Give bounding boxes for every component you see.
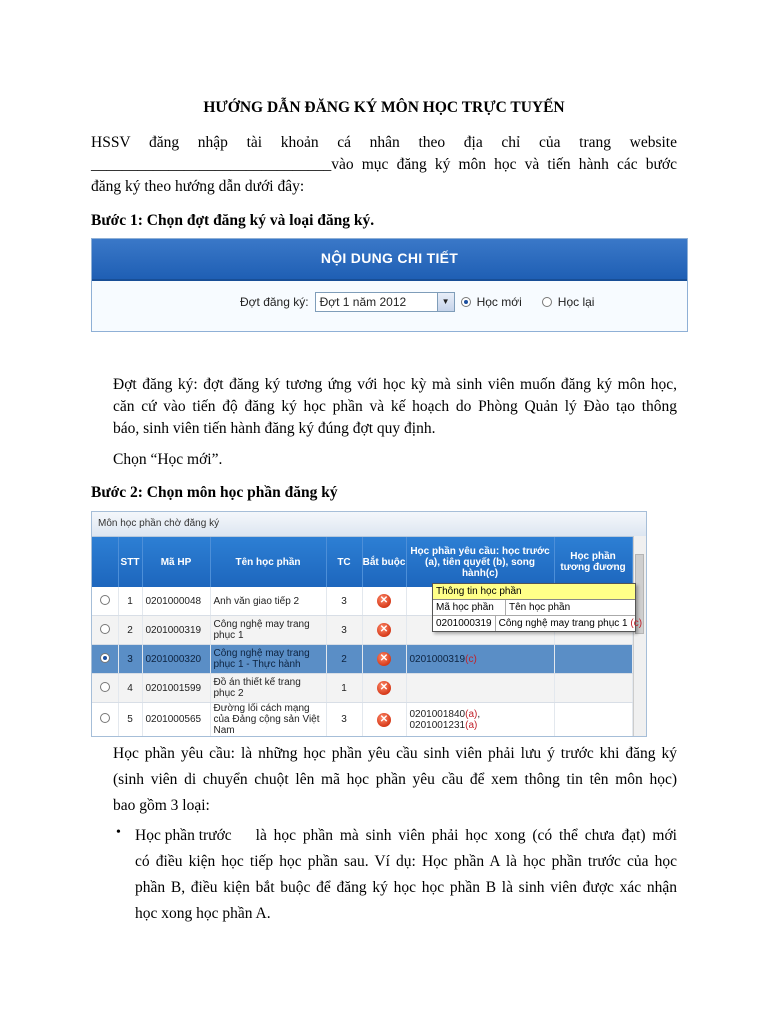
website-blank: _______________________________ (91, 156, 332, 173)
period-select-value: Đợt 1 năm 2012 (319, 295, 407, 309)
period-select[interactable] (315, 292, 455, 312)
course-info-tooltip: Thông tin học phần Mã học phần Tên học phần 0201000319 Công nghệ may trang phục 1 (c) (432, 583, 636, 632)
row-radio[interactable] (100, 682, 110, 692)
col-equivalent: Học phần tương đương (554, 537, 632, 587)
radio-hoc-moi-label: Học mới (476, 295, 522, 309)
intro-line-3: đăng ký theo hướng dẫn dưới đây: (91, 178, 305, 195)
bullet-line-2: có điều kiện học tiếp học phần sau. Ví dụ: Học phần A là học phần trước của học (135, 853, 677, 870)
step1-heading: Bước 1: Chọn đợt đăng ký và loại đăng ký. (91, 212, 375, 229)
table-row-selected[interactable]: 3 0201000320 Công nghệ may trang phục 1 - Thực hành 2 ✕ 0201000319(c) (92, 645, 632, 674)
step1-choose: Chọn “Học mới”. (113, 451, 223, 468)
radio-hoc-lai[interactable] (542, 297, 552, 307)
step2-desc-line-3: bao gồm 3 loại: (113, 797, 210, 814)
intro-line-2 (91, 154, 677, 176)
row-radio[interactable] (100, 653, 110, 663)
required-x-icon: ✕ (377, 652, 391, 666)
table-row[interactable]: 2 0201000319 Công nghệ may trang phục 1 3 ✕ (92, 616, 632, 645)
bullet-term: Học phần trước (135, 827, 232, 844)
required-x-icon: ✕ (377, 713, 391, 727)
panel-title: NỘI DUNG CHI TIẾT (92, 239, 687, 281)
period-row (240, 292, 594, 312)
step1-desc-line-2: căn cứ vào tiến độ đăng ký học phần và kế hoạch do Phòng Quản lý Đào tạo thông (113, 398, 677, 415)
col-name: Tên học phần (210, 537, 326, 587)
step1-desc-line-1: Đợt đăng ký: đợt đăng ký tương ứng với học kỳ mà sinh viên muốn đăng ký môn học, (113, 376, 677, 393)
bullet-line-1: Học phần trước là học phần mà sinh viên phải học xong (có thể chưa đạt) mới (135, 825, 677, 847)
prereq-link[interactable]: 0201000319 (409, 653, 466, 665)
chevron-down-icon[interactable]: ▼ (437, 293, 454, 311)
required-x-icon: ✕ (377, 594, 391, 608)
table-header (92, 537, 632, 587)
step2-desc-line-1: Học phần yêu cầu: là những học phần yêu cầu sinh viên phải lưu ý trước khi đăng ký (113, 745, 677, 762)
required-x-icon: ✕ (377, 681, 391, 695)
intro-line-1: HSSV đăng nhập tài khoản cá nhân theo địa chỉ của trang website (91, 134, 677, 151)
bullet-dot: • (116, 825, 121, 840)
registration-period-panel (91, 238, 688, 332)
intro-line-2-text: vào mục đăng ký môn học và tiến hành các bước (331, 156, 677, 173)
bullet-line-3: phần B, điều kiện bắt buộc để đăng ký học học phần B là sinh viên được xác nhận (135, 879, 677, 896)
prereq-link[interactable]: 0201001840 (409, 708, 466, 720)
bullet-line-4: học xong học phần A. (135, 905, 271, 922)
row-radio[interactable] (100, 624, 110, 634)
grid-caption: Môn học phần chờ đăng ký (92, 512, 646, 537)
col-prereq: Học phần yêu cầu: học trước (a), tiên quyết (b), song hành(c) (406, 537, 554, 587)
row-radio[interactable] (100, 595, 110, 605)
prereq-link[interactable]: 0201001231 (409, 719, 466, 731)
step1-desc-line-3: báo, sinh viên tiến hành đăng ký đúng đợt quy định. (113, 420, 436, 437)
step2-heading: Bước 2: Chọn môn học phần đăng ký (91, 484, 338, 501)
table-row[interactable]: 5 0201000565 Đường lối cách mạng của Đảng cộng sản Việt Nam 3 ✕ 0201001840(a), 0201001231(a) (92, 703, 632, 737)
tooltip-header: Thông tin học phần (433, 584, 635, 600)
period-label: Đợt đăng ký: (240, 295, 309, 309)
course-table (92, 537, 633, 737)
col-tc: TC (326, 537, 362, 587)
table-row[interactable]: 1 0201000048 Anh văn giao tiếp 2 3 ✕ (92, 587, 632, 616)
document-title: HƯỚNG DẪN ĐĂNG KÝ MÔN HỌC TRỰC TUYẾN (203, 99, 565, 116)
col-code: Mã HP (142, 537, 210, 587)
radio-hoc-moi[interactable] (461, 297, 471, 307)
required-x-icon: ✕ (377, 623, 391, 637)
col-stt: STT (118, 537, 142, 587)
grid-scrollbar[interactable] (633, 536, 646, 736)
table-row[interactable]: 4 0201001599 Đồ án thiết kế trang phục 2 1 ✕ (92, 674, 632, 703)
radio-hoc-lai-label: Học lại (557, 295, 595, 309)
step2-desc-line-2: (sinh viên di chuyển chuột lên mã học phần yêu cầu để xem thông tin tên môn học) (113, 771, 677, 788)
row-radio[interactable] (100, 713, 110, 723)
course-grid-panel (91, 511, 647, 737)
col-required: Bắt buộc (362, 537, 406, 587)
